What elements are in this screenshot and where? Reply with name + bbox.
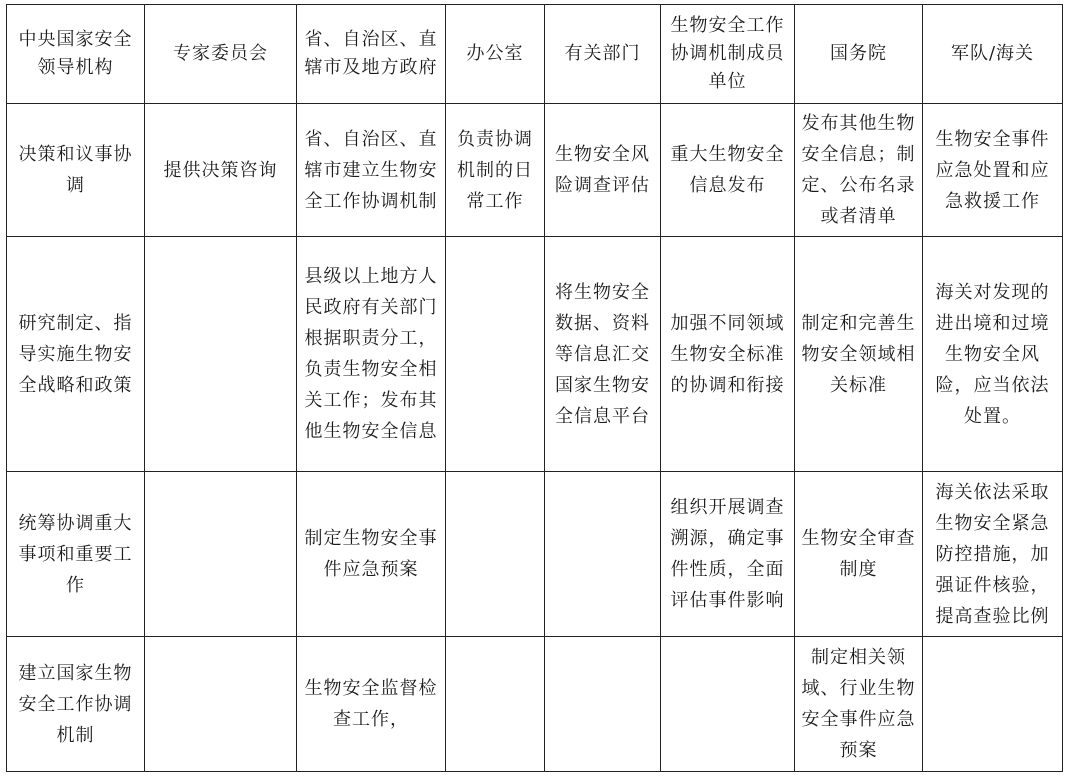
table-cell: 省、自治区、直辖市建立生物安全工作协调机制 — [297, 104, 446, 237]
table-row — [7, 472, 1063, 637]
table-cell: 发布其他生物安全信息；制定、公布名录或者清单 — [795, 104, 923, 237]
table-row — [7, 637, 1063, 772]
table-header-row — [7, 5, 1063, 104]
table-cell — [923, 637, 1063, 772]
table-cell: 生物安全事件应急处置和应急救援工作 — [923, 104, 1063, 237]
table-cell — [145, 637, 297, 772]
table-cell: 生物安全审查制度 — [795, 472, 923, 637]
table-cell: 加强不同领域生物安全标准的协调和衔接 — [661, 237, 795, 472]
table-cell: 县级以上地方人民政府有关部门根据职责分工，负责生物安全相关工作；发布其他生物安全信息 — [297, 237, 446, 472]
table-cell: 将生物安全数据、资料等信息汇交国家生物安全信息平台 — [545, 237, 661, 472]
header-cell: 国务院 — [795, 5, 923, 104]
table-cell — [661, 637, 795, 772]
table-cell: 组织开展调查溯源，确定事件性质，全面评估事件影响 — [661, 472, 795, 637]
page-container — [6, 4, 1063, 772]
table-cell — [446, 637, 545, 772]
header-cell: 办公室 — [446, 5, 545, 104]
header-cell: 生物安全工作协调机制成员单位 — [661, 5, 795, 104]
header-cell: 有关部门 — [545, 5, 661, 104]
biosafety-responsibility-table — [6, 4, 1063, 772]
table-cell — [545, 637, 661, 772]
table-cell — [145, 472, 297, 637]
table-cell — [545, 472, 661, 637]
header-cell: 中央国家安全领导机构 — [7, 5, 145, 104]
table-cell: 制定生物安全事件应急预案 — [297, 472, 446, 637]
table-cell: 提供决策咨询 — [145, 104, 297, 237]
header-cell: 军队/海关 — [923, 5, 1063, 104]
table-cell: 制定相关领域、行业生物安全事件应急预案 — [795, 637, 923, 772]
table-cell: 生物安全风险调查评估 — [545, 104, 661, 237]
header-cell: 省、自治区、直辖市及地方政府 — [297, 5, 446, 104]
table-cell: 海关依法采取生物安全紧急防控措施，加强证件核验，提高查验比例 — [923, 472, 1063, 637]
table-cell: 负责协调机制的日常工作 — [446, 104, 545, 237]
row-label-cell: 研究制定、指导实施生物安全战略和政策 — [7, 237, 145, 472]
table-row — [7, 104, 1063, 237]
table-cell: 生物安全监督检查工作， — [297, 637, 446, 772]
table-cell: 海关对发现的进出境和过境生物安全风险，应当依法处置。 — [923, 237, 1063, 472]
table-cell: 重大生物安全信息发布 — [661, 104, 795, 237]
row-label-cell: 建立国家生物安全工作协调机制 — [7, 637, 145, 772]
table-row — [7, 237, 1063, 472]
table-cell — [446, 237, 545, 472]
table-cell: 制定和完善生物安全领域相关标准 — [795, 237, 923, 472]
row-label-cell: 统筹协调重大事项和重要工作 — [7, 472, 145, 637]
table-cell — [446, 472, 545, 637]
table-cell — [145, 237, 297, 472]
row-label-cell: 决策和议事协调 — [7, 104, 145, 237]
header-cell: 专家委员会 — [145, 5, 297, 104]
